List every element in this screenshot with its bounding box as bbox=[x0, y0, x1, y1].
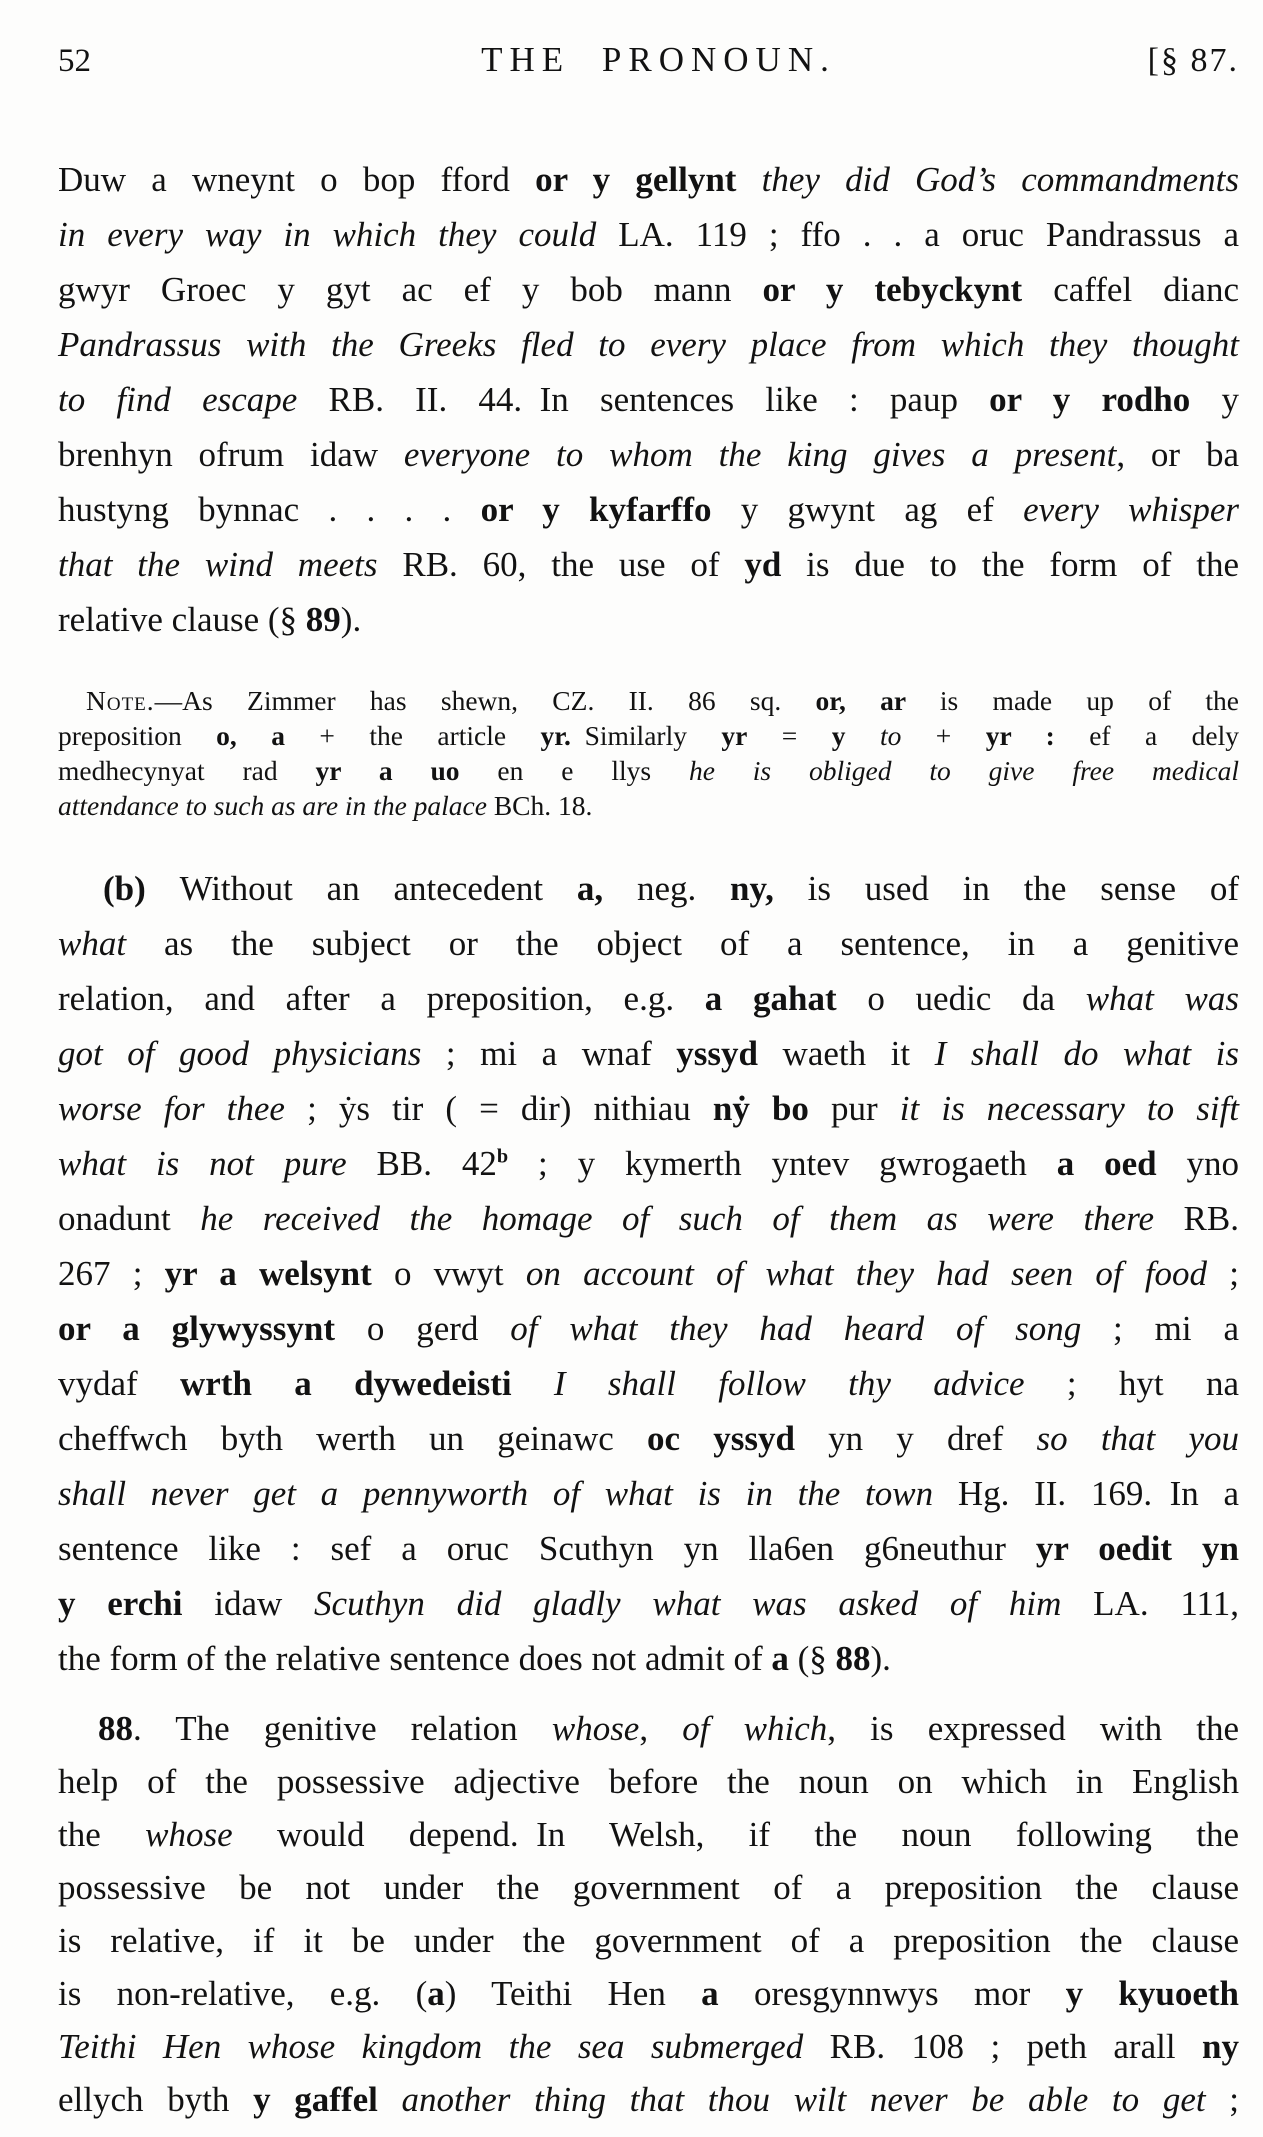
text-segment-r: caffel dianc bbox=[1053, 270, 1239, 309]
text-segment-r: idaw bbox=[214, 1584, 315, 1623]
text-segment-r: en e llys bbox=[497, 755, 689, 786]
text-segment-b: oc yssyd bbox=[647, 1419, 829, 1458]
text-segment-i: to find escape bbox=[58, 380, 329, 419]
text-segment-r: Duw a wneynt o bop fford bbox=[58, 160, 536, 199]
text-segment-i: I shall do what is bbox=[934, 1034, 1239, 1073]
text-line bbox=[58, 1631, 1239, 1686]
text-segment-b: a, bbox=[576, 869, 604, 908]
text-segment-r: waeth it bbox=[782, 1034, 935, 1073]
text-segment-b: or, ar bbox=[815, 685, 940, 716]
text-segment-r: is due to the form of the bbox=[806, 545, 1240, 584]
text-line bbox=[58, 537, 1239, 592]
text-segment-r: ; bbox=[1207, 1254, 1239, 1293]
text-segment-b: y bbox=[831, 720, 880, 751]
text-line bbox=[58, 2020, 1239, 2073]
text-line bbox=[58, 1861, 1239, 1914]
text-segment-b: or a glywyssynt bbox=[58, 1309, 367, 1348]
text-line bbox=[58, 482, 1239, 537]
text-line bbox=[58, 916, 1239, 971]
text-segment-r: y bbox=[1221, 380, 1239, 419]
text-segment-b: 88 bbox=[98, 1709, 133, 1748]
text-segment-r: gwyr Groec y gyt ac ef y bob mann bbox=[58, 270, 763, 309]
text-line bbox=[58, 317, 1239, 372]
text-segment-b: yssyd bbox=[676, 1034, 783, 1073]
text-segment-i: everyone to whom the king gives a present bbox=[403, 435, 1117, 474]
text-segment-r: LA. 119 ; ffo . . a oruc Pandrassus a bbox=[618, 215, 1239, 254]
text-line bbox=[58, 1521, 1239, 1576]
text-line bbox=[58, 1576, 1239, 1631]
text-segment-r: + bbox=[901, 720, 986, 751]
text-segment-i: Scuthyn did gladly what was asked of him bbox=[314, 1584, 1094, 1623]
text-line bbox=[58, 861, 1239, 916]
paragraph-note bbox=[58, 683, 1239, 823]
paragraph-section-87 bbox=[58, 152, 1239, 647]
text-line bbox=[58, 1411, 1239, 1466]
text-segment-i: to bbox=[879, 720, 902, 751]
text-segment-r: yn y dref bbox=[828, 1419, 1037, 1458]
text-segment-sc: Note. bbox=[86, 685, 155, 716]
text-line bbox=[58, 2073, 1239, 2126]
text-segment-r: + the article bbox=[319, 720, 541, 751]
text-segment-r: . The genitive relation bbox=[133, 1709, 552, 1748]
text-line bbox=[58, 152, 1239, 207]
text-segment-i: Pandrassus with the Greeks fled to every place from which they thought bbox=[58, 325, 1239, 364]
text-line bbox=[58, 1136, 1239, 1191]
text-line bbox=[58, 372, 1239, 427]
text-segment-i: what is not pure bbox=[58, 1144, 377, 1183]
text-segment-r: sentence like : sef a oruc Scuthyn yn lla6en g6neuthur bbox=[58, 1529, 1036, 1568]
text-segment-r: vydaf bbox=[58, 1364, 181, 1403]
text-line bbox=[58, 1466, 1239, 1521]
text-line bbox=[58, 1967, 1239, 2020]
text-segment-r: ; y kymerth yntev gwrogaeth bbox=[508, 1144, 1057, 1183]
text-segment-r: LA. 111, bbox=[1093, 1584, 1240, 1623]
text-segment-r: the form of the relative sentence does not admit of bbox=[58, 1639, 772, 1678]
text-segment-i: whose bbox=[145, 1815, 277, 1854]
text-segment-i: on account of what they had seen of food bbox=[525, 1254, 1208, 1293]
text-segment-i: got of good physicians bbox=[58, 1034, 446, 1073]
text-segment-r: preposition bbox=[58, 720, 217, 751]
text-segment-r: ellych byth bbox=[58, 2080, 254, 2119]
text-segment-i: what was bbox=[1085, 979, 1240, 1018]
text-segment-b: a bbox=[701, 1974, 754, 2013]
text-segment-b: wrth a dywedeisti bbox=[180, 1364, 554, 1403]
text-segment-r: BCh. 18. bbox=[493, 790, 593, 821]
text-segment-i: of which bbox=[682, 1709, 828, 1748]
text-segment-i: he is obliged to give free medical bbox=[688, 755, 1239, 786]
text-segment-r: would depend. In Welsh, if the noun following the bbox=[276, 1815, 1240, 1854]
text-line bbox=[58, 1356, 1239, 1411]
text-segment-sup: b bbox=[496, 1145, 509, 1168]
text-line bbox=[58, 1081, 1239, 1136]
text-segment-r: , is expressed with the bbox=[827, 1709, 1240, 1748]
text-segment-r: ). bbox=[340, 600, 362, 639]
text-segment-b: a bbox=[427, 1974, 445, 2013]
text-line bbox=[58, 427, 1239, 482]
text-segment-b: ny, bbox=[730, 869, 774, 908]
text-segment-r: ef a dely bbox=[1054, 720, 1239, 751]
paragraph-b bbox=[58, 861, 1239, 1686]
text-segment-i: I shall follow thy advice bbox=[553, 1364, 1025, 1403]
text-segment-b: or y tebyckynt bbox=[762, 270, 1054, 309]
text-segment-b: y erchi bbox=[58, 1584, 215, 1623]
text-segment-r: RB. 60, the use of bbox=[402, 545, 745, 584]
text-segment-r: relation, and after a preposition, e.g. bbox=[58, 979, 705, 1018]
text-segment-b: yd bbox=[744, 545, 807, 584]
text-segment-r: (§ bbox=[788, 1639, 836, 1678]
text-segment-b: a gahat bbox=[704, 979, 868, 1018]
text-segment-r: ; mi a bbox=[1081, 1309, 1239, 1348]
text-segment-r: ; ẏs tir ( = dir) nithiau bbox=[307, 1089, 713, 1128]
text-segment-b: 88 bbox=[835, 1639, 871, 1678]
text-segment-r: oresgynnwys mor bbox=[753, 1974, 1066, 2013]
text-line bbox=[58, 1808, 1239, 1861]
text-segment-b: or y kyfarffo bbox=[480, 490, 741, 529]
text-segment-r: is relative, if it be under the government of a preposition the clause bbox=[58, 1921, 1239, 1960]
text-segment-r: is made up of the bbox=[939, 685, 1240, 716]
text-segment-r: RB. bbox=[1183, 1199, 1239, 1238]
text-segment-b: ny bbox=[1202, 2027, 1239, 2066]
text-line bbox=[58, 262, 1239, 317]
text-segment-i: they did God’s commandments bbox=[761, 160, 1239, 199]
text-segment-r: ; mi a wnaf bbox=[445, 1034, 677, 1073]
text-segment-r: o uedic da bbox=[867, 979, 1086, 1018]
text-segment-i: that the wind meets bbox=[58, 545, 403, 584]
text-segment-i: in every way in which they could bbox=[58, 215, 619, 254]
text-segment-r: o gerd bbox=[366, 1309, 511, 1348]
text-segment-r: —As Zimmer has shewn, CZ. II. 86 sq. bbox=[154, 685, 816, 716]
text-line bbox=[58, 971, 1239, 1026]
text-segment-i: Teithi Hen whose kingdom the sea submerged bbox=[58, 2027, 830, 2066]
text-segment-i: another thing that thou wilt never be able to get bbox=[401, 2080, 1230, 2119]
text-segment-r: yno bbox=[1186, 1144, 1240, 1183]
text-segment-r: ; hyt na bbox=[1024, 1364, 1239, 1403]
paragraph-section-88 bbox=[58, 1702, 1239, 2126]
text-line bbox=[58, 1702, 1239, 1755]
text-segment-r: onadunt bbox=[58, 1199, 201, 1238]
text-segment-b: o, a bbox=[216, 720, 320, 751]
text-segment-b: y gaffel bbox=[253, 2080, 402, 2119]
text-segment-b: 89 bbox=[305, 600, 341, 639]
text-segment-b: yr oedit yn bbox=[1035, 1529, 1239, 1568]
text-line bbox=[58, 1914, 1239, 1967]
text-line bbox=[58, 592, 1239, 647]
text-line bbox=[58, 683, 1239, 718]
text-segment-r: is used in the sense of bbox=[773, 869, 1240, 908]
text-segment-r: ; bbox=[1229, 2080, 1239, 2119]
text-segment-b: yr a welsynt bbox=[164, 1254, 394, 1293]
text-line bbox=[58, 207, 1239, 262]
text-segment-r: y gwynt ag ef bbox=[740, 490, 1024, 529]
text-segment-r: , bbox=[639, 1709, 683, 1748]
text-segment-i: attendance to such as are in the palace bbox=[58, 790, 494, 821]
text-segment-r: the bbox=[58, 1815, 146, 1854]
text-segment-b: nẏ bo bbox=[712, 1089, 832, 1128]
text-segment-r: ) Teithi Hen bbox=[444, 1974, 702, 2013]
text-line bbox=[58, 1301, 1239, 1356]
text-segment-b: (b) bbox=[103, 869, 180, 908]
text-segment-r: as the subject or the object of a sentence, in a genitive bbox=[164, 924, 1239, 963]
text-line bbox=[58, 1246, 1239, 1301]
text-segment-i: what bbox=[58, 924, 164, 963]
text-segment-b: yr. bbox=[540, 720, 571, 751]
text-line bbox=[58, 1191, 1239, 1246]
text-segment-r: relative clause (§ bbox=[58, 600, 306, 639]
text-segment-r: cheffwch byth werth un geinawc bbox=[58, 1419, 647, 1458]
text-segment-i: worse for thee bbox=[58, 1089, 308, 1128]
text-segment-i: of what they had heard of song bbox=[510, 1309, 1082, 1348]
text-segment-r: hustyng bynnac . . . . bbox=[58, 490, 481, 529]
text-segment-i: whose bbox=[551, 1709, 640, 1748]
text-line bbox=[58, 718, 1239, 753]
text-segment-r: RB. 108 ; peth arall bbox=[829, 2027, 1203, 2066]
text-segment-r: medhecynyat rad bbox=[58, 755, 316, 786]
text-segment-b: yr : bbox=[985, 720, 1055, 751]
text-segment-r: 267 ; bbox=[58, 1254, 165, 1293]
text-segment-r: , or ba bbox=[1116, 435, 1239, 474]
page-number: 52 bbox=[58, 43, 91, 79]
text-segment-r: Similarly bbox=[570, 720, 722, 751]
text-segment-i: shall never get a pennyworth of what is in the town bbox=[58, 1474, 958, 1513]
text-segment-b: or y gellynt bbox=[535, 160, 762, 199]
section-reference: [§ 87. bbox=[1147, 42, 1239, 79]
text-segment-b: or y rodho bbox=[989, 380, 1222, 419]
text-segment-i: he received the homage of such of them as were there bbox=[200, 1199, 1184, 1238]
page-header bbox=[58, 40, 1239, 90]
text-line bbox=[58, 788, 1239, 823]
text-segment-r: help of the possessive adjective before the noun on which in English bbox=[58, 1762, 1239, 1801]
text-segment-b: yr bbox=[721, 720, 748, 751]
text-segment-r: o vwyt bbox=[393, 1254, 526, 1293]
text-segment-r: = bbox=[747, 720, 832, 751]
text-segment-i: it is necessary to sift bbox=[899, 1089, 1240, 1128]
text-segment-b: a oed bbox=[1056, 1144, 1187, 1183]
text-line bbox=[58, 1026, 1239, 1081]
text-segment-r: RB. II. 44. In sentences like : paup bbox=[328, 380, 990, 419]
text-segment-b: y kyuoeth bbox=[1065, 1974, 1240, 2013]
text-segment-i: so that you bbox=[1036, 1419, 1239, 1458]
text-segment-r: is non-relative, e.g. ( bbox=[58, 1974, 428, 2013]
text-segment-r: BB. 42 bbox=[376, 1144, 497, 1183]
text-segment-r: possessive be not under the government of a preposition the clause bbox=[58, 1868, 1239, 1907]
text-line bbox=[58, 1755, 1239, 1808]
text-segment-r: Hg. II. 169. In a bbox=[957, 1474, 1239, 1513]
text-segment-b: yr a uo bbox=[315, 755, 498, 786]
text-line bbox=[58, 753, 1239, 788]
text-segment-r: pur bbox=[831, 1089, 900, 1128]
text-segment-r: ). bbox=[870, 1639, 891, 1678]
text-segment-i: every whisper bbox=[1023, 490, 1239, 529]
text-segment-r: neg. bbox=[603, 869, 731, 908]
running-title: THE PRONOUN. bbox=[481, 40, 836, 79]
text-segment-r: Without an antecedent bbox=[179, 869, 577, 908]
text-segment-r: brenhyn ofrum idaw bbox=[58, 435, 404, 474]
text-segment-b: a bbox=[771, 1639, 789, 1678]
